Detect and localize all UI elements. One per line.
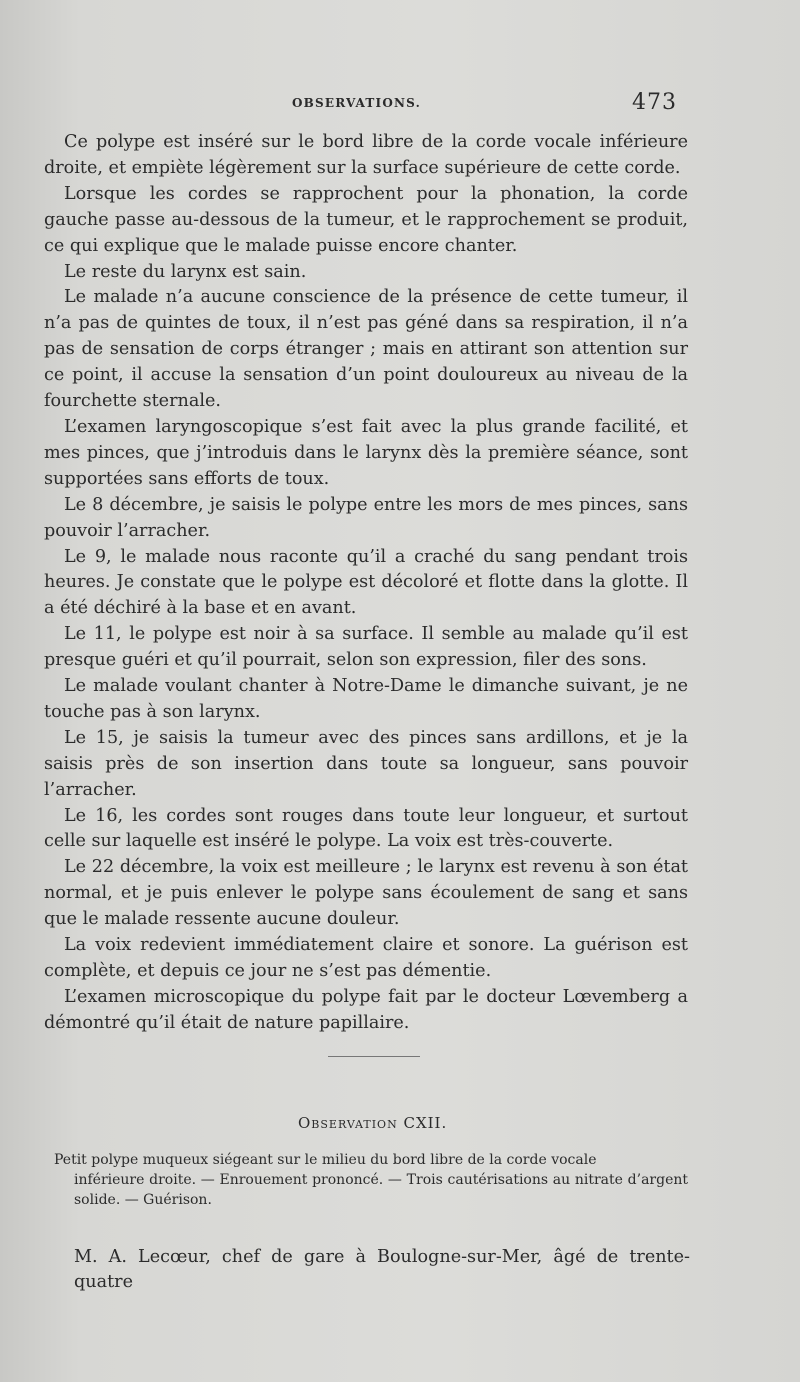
body-text bbox=[44, 130, 688, 1037]
paragraph: Le 11, le polype est noir à sa surface. Il semble au malade qu’il est presque guéri et qu’il pourrait, selon son expression, filer des sons. bbox=[44, 624, 688, 671]
page-number: 473 bbox=[632, 90, 677, 115]
paragraph: Le 15, je saisis la tumeur avec des pinces sans ardillons, et je la saisis près de son insertion dans toute sa longueur, sans pouvoir l’arracher. bbox=[44, 727, 688, 800]
running-header bbox=[0, 90, 800, 118]
paragraph: L’examen laryngoscopique s’est fait avec la plus grande facilité, et mes pinces, que j’introduis dans le larynx dès la première séance, sont supportées sans efforts de toux. bbox=[44, 416, 688, 489]
paragraph: Le reste du larynx est sain. bbox=[64, 261, 307, 282]
paragraph: Le 16, les cordes sont rouges dans toute leur longueur, et surtout celle sur laquelle est inséré le polype. La voix est très-couverte. bbox=[44, 805, 688, 852]
observation-title: Observation CXII. bbox=[298, 1114, 448, 1132]
observation-first-line-wrap bbox=[74, 1245, 690, 1295]
paragraph: Le 9, le malade nous raconte qu’il a craché du sang pendant trois heures. Je constate que le polype est décoloré et flotte dans la glotte. Il a été déchiré à la base et en avant. bbox=[44, 546, 688, 619]
paragraph: Le 8 décembre, je saisis le polype entre les mors de mes pinces, sans pouvoir l’arracher. bbox=[44, 494, 688, 541]
summary-first-line: Petit polype muqueux siégeant sur le milieu du bord libre de la corde vocale bbox=[54, 1152, 597, 1168]
paragraph: Ce polype est inséré sur le bord libre de la corde vocale inférieure droite, et empiète légèrement sur la surface supérieure de cette corde. bbox=[44, 132, 688, 178]
paragraph: Le malade voulant chanter à Notre-Dame le dimanche suivant, je ne touche pas à son larynx. bbox=[44, 676, 688, 722]
paragraph: Le malade n’a aucune conscience de la présence de cette tumeur, il n’a pas de quintes de toux, il n’est pas géné dans sa respiration, il n’a pas de sensation de corps étranger ; mais en attirant son attention sur ce point, il accuse la sensation d’un point douloureux au niveau de la fourchette sternale. bbox=[44, 287, 688, 412]
running-title: OBSERVATIONS. bbox=[292, 96, 421, 110]
observation-first-line: M. A. Lecœur, chef de gare à Boulogne-sur-Mer, âgé de trente-quatre bbox=[74, 1247, 690, 1292]
observation-summary bbox=[54, 1150, 688, 1210]
summary-continuation: inférieure droite. — Enrouement prononcé. — Trois cautérisations au nitrate d’argent solide. — Guérison. bbox=[74, 1172, 688, 1208]
paragraph: Le 22 décembre, la voix est meilleure ; le larynx est revenu à son état normal, et je puis enlever le polype sans écoulement de sang et sans que le malade ressente aucune douleur. bbox=[44, 857, 688, 930]
paragraph: Lorsque les cordes se rapprochent pour la phonation, la corde gauche passe au-dessous de la tumeur, et le rapprochement se produit, ce qui explique que le malade puisse encore chanter. bbox=[44, 183, 688, 256]
paragraph: La voix redevient immédiatement claire et sonore. La guérison est complète, et depuis ce jour ne s’est pas démentie. bbox=[44, 935, 688, 981]
paragraph: L’examen microscopique du polype fait par le docteur Lœvemberg a démontré qu’il était de nature papillaire. bbox=[44, 986, 688, 1033]
section-divider bbox=[328, 1056, 420, 1057]
